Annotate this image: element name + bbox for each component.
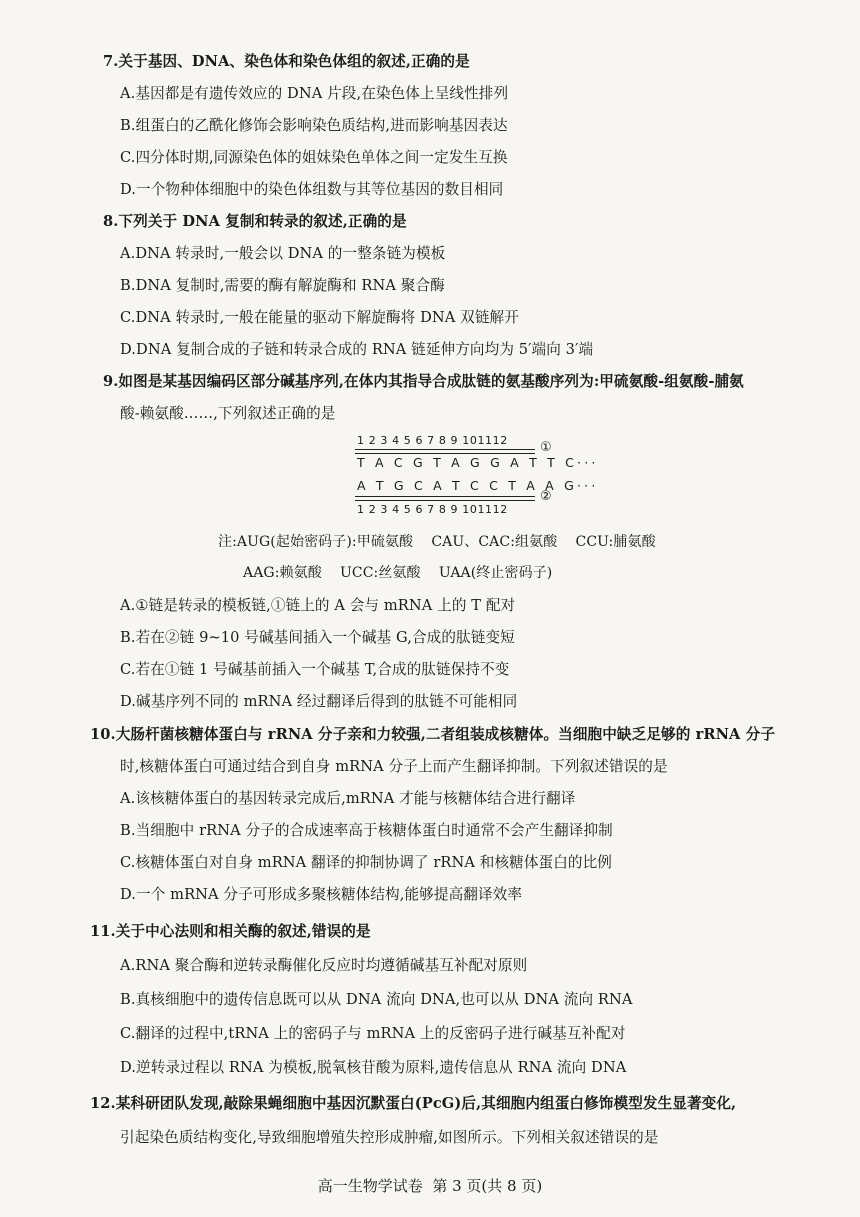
- question-10-option-c: C.核糖体蛋白对自身 mRNA 翻译的抑制协调了 rRNA 和核糖体蛋白的比例: [120, 854, 612, 871]
- question-12-stem-line1: 12.某科研团队发现,敲除果蝇细胞中基因沉默蛋白(PcG)后,其细胞内组蛋白修饰模型发生显著变化,: [90, 1095, 737, 1112]
- question-9-option-a: A.①链是转录的模板链,①链上的 A 会与 mRNA 上的 T 配对: [120, 597, 516, 614]
- question-10-stem-line1: 10.大肠杆菌核糖体蛋白与 rRNA 分子亲和力较强,二者组装成核糖体。当细胞中缺乏足够的 rRNA 分子: [90, 726, 776, 743]
- question-11-stem: 11.关于中心法则和相关酶的叙述,错误的是: [90, 923, 371, 940]
- question-7-option-b: B.组蛋白的乙酰化修饰会影响染色质结构,进而影响基因表达: [120, 117, 508, 134]
- strand2-position-numbers: 1 2 3 4 5 6 7 8 9 101112: [357, 503, 508, 516]
- question-12-stem-line2: 引起染色质结构变化,导致细胞增殖失控形成肿瘤,如图所示。下列相关叙述错误的是: [120, 1129, 659, 1146]
- question-8-option-c: C.DNA 转录时,一般在能量的驱动下解旋酶将 DNA 双链解开: [120, 309, 519, 326]
- question-9-option-c: C.若在①链 1 号碱基前插入一个碱基 T,合成的肽链保持不变: [120, 661, 510, 678]
- question-7-option-d: D.一个物种体细胞中的染色体组数与其等位基因的数目相同: [120, 181, 504, 198]
- codon-note-line2: AAG:赖氨酸 UCC:丝氨酸 UAA(终止密码子): [243, 565, 553, 581]
- strand1-label: ①: [540, 440, 552, 455]
- page-footer: 高一生物学试卷 第 3 页(共 8 页): [317, 1177, 543, 1195]
- question-8-option-d: D.DNA 复制合成的子链和转录合成的 RNA 链延伸方向均为 5′端向 3′端: [120, 341, 594, 358]
- question-10-stem-line2: 时,核糖体蛋白可通过结合到自身 mRNA 分子上而产生翻译抑制。下列叙述错误的是: [120, 758, 668, 775]
- question-9-stem-line2: 酸-赖氨酸……,下列叙述正确的是: [120, 405, 336, 422]
- question-11-option-b: B.真核细胞中的遗传信息既可以从 DNA 流向 DNA,也可以从 DNA 流向 RNA: [120, 991, 633, 1008]
- bleed-through-text: [560, 58, 672, 78]
- strand1-bases: T A C G T A G G A T T C···: [357, 455, 599, 470]
- strand2-bar: [355, 496, 535, 501]
- question-10-option-a: A.该核糖体蛋白的基因转录完成后,mRNA 才能与核糖体结合进行翻译: [120, 790, 576, 807]
- question-9-stem-line1: 9.如图是某基因编码区部分碱基序列,在体内其指导合成肽链的氨基酸序列为:甲硫氨酸-组氨酸-脯氨: [103, 373, 744, 390]
- question-9-option-d: D.碱基序列不同的 mRNA 经过翻译后得到的肽链不可能相同: [120, 693, 518, 710]
- question-8-option-a: A.DNA 转录时,一般会以 DNA 的一整条链为模板: [120, 245, 446, 262]
- strand1-bar: [355, 449, 535, 454]
- question-8-option-b: B.DNA 复制时,需要的酶有解旋酶和 RNA 聚合酶: [120, 277, 445, 294]
- strand2-label: ②: [540, 489, 552, 504]
- question-11-option-c: C.翻译的过程中,tRNA 上的密码子与 mRNA 上的反密码子进行碱基互补配对: [120, 1025, 626, 1042]
- question-8-stem: 8.下列关于 DNA 复制和转录的叙述,正确的是: [103, 213, 407, 230]
- question-9-option-b: B.若在②链 9~10 号碱基间插入一个碱基 G,合成的肽链变短: [120, 629, 515, 646]
- question-11-option-a: A.RNA 聚合酶和逆转录酶催化反应时均遵循碱基互补配对原则: [120, 957, 528, 974]
- strand1-position-numbers: 1 2 3 4 5 6 7 8 9 101112: [357, 434, 508, 447]
- question-10-option-b: B.当细胞中 rRNA 分子的合成速率高于核糖体蛋白时通常不会产生翻译抑制: [120, 822, 613, 839]
- question-7-option-a: A.基因都是有遗传效应的 DNA 片段,在染色体上呈线性排列: [120, 85, 509, 102]
- question-11-option-d: D.逆转录过程以 RNA 为模板,脱氧核苷酸为原料,遗传信息从 RNA 流向 DNA: [120, 1059, 627, 1076]
- strand2-bases: A T G C A T C C T A A G···: [357, 478, 599, 493]
- question-7-stem: 7.关于基因、DNA、染色体和染色体组的叙述,正确的是: [103, 53, 470, 70]
- codon-note-line1: 注:AUG(起始密码子):甲硫氨酸 CAU、CAC:组氨酸 CCU:脯氨酸: [218, 534, 656, 550]
- question-7-option-c: C.四分体时期,同源染色体的姐妹染色单体之间一定发生互换: [120, 149, 508, 166]
- question-10-option-d: D.一个 mRNA 分子可形成多聚核糖体结构,能够提高翻译效率: [120, 886, 523, 903]
